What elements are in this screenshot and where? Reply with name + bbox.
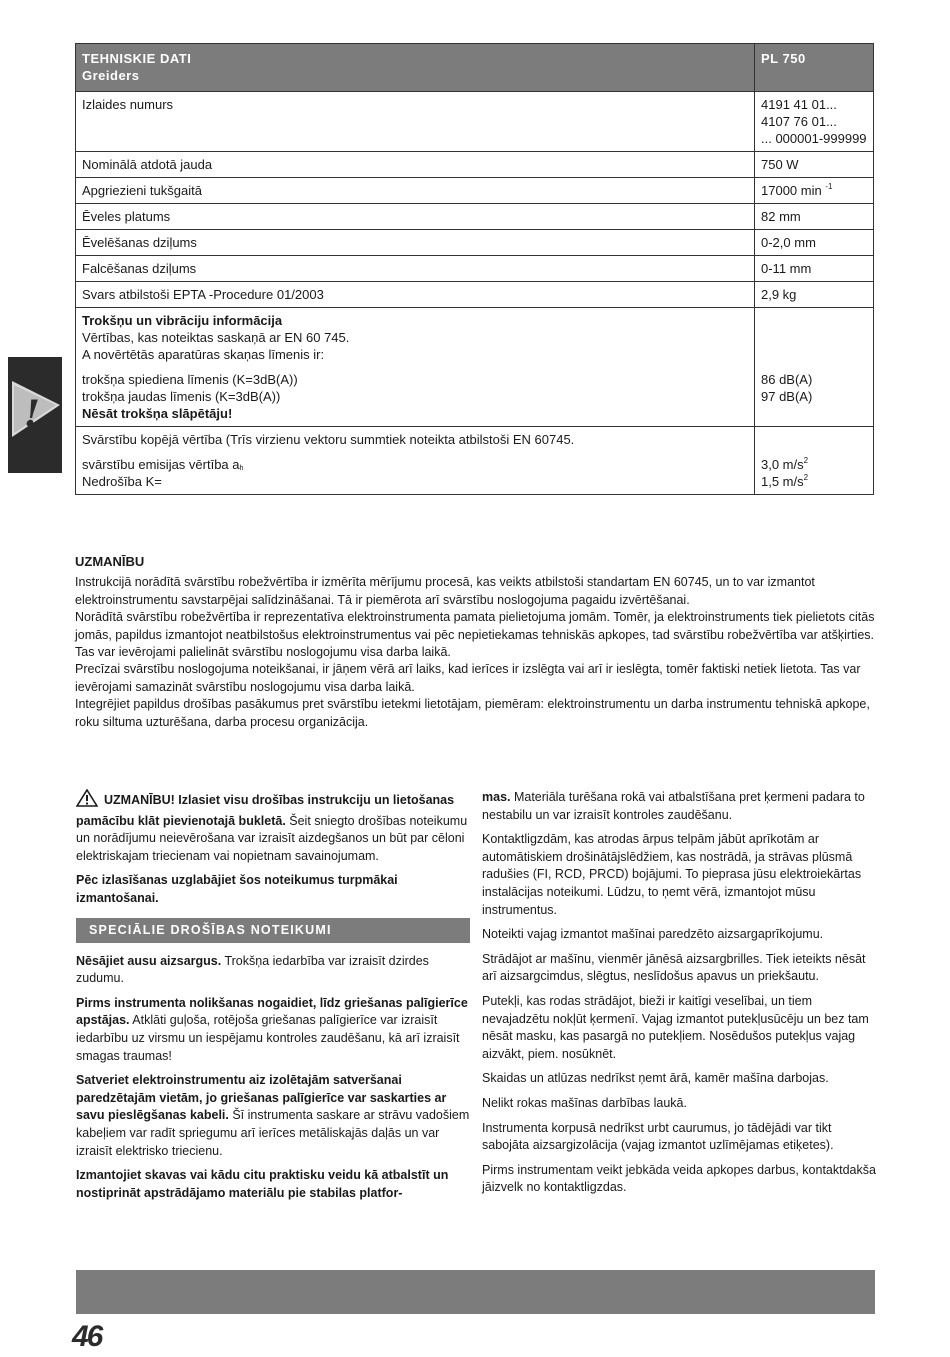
rule-bold: Nēsājiet ausu aizsargus. — [76, 953, 222, 968]
rule-paragraph: Skaidas un atlūzas nedrīkst ņemt ārā, kamēr mašīna darbojas. — [482, 1071, 829, 1086]
warning-triangle-icon — [76, 789, 98, 813]
noise-row — [76, 308, 874, 427]
row-label: Ēveles platums — [76, 204, 755, 230]
rule-bold: Izmantojiet skavas vai kādu citu praktisku veidu kā atbalstīt un nostiprināt apstrādājamo materiālu pie stabilas platfor- — [76, 1168, 449, 1200]
rule-paragraph — [76, 1072, 470, 1160]
uncertainty-value-text: 1,5 m/s — [761, 474, 804, 489]
rule-paragraph: Pirms instrumentam veikt jebkāda veida apkopes darbus, kontaktdakša jāizvelk no kontaktligzdas. — [482, 1162, 876, 1195]
table-row — [76, 282, 874, 308]
noise-values — [755, 308, 874, 427]
row-label: Ēvelēšanas dziļums — [76, 230, 755, 256]
rule-paragraph: Kontaktligzdām, kas atrodas ārpus telpām jābūt aprīkotām ar automātiskiem drošinātājslēdžiem, kas nostrādā, ja strāvas plūsmā radušies (FI, RCD, PRCD) bojājumi. To pieprasa jūsu elektroiekārtas instalācijas noteikumi. Lūdzu, to ņemt vērā, izmantojot mūsu instrumentus. — [482, 832, 862, 917]
vibration-info — [76, 427, 755, 495]
unit-sup: 2 — [803, 473, 809, 482]
emission-sub: h — [239, 465, 244, 472]
keep-note — [76, 872, 470, 907]
caution-title: UZMANĪBU — [75, 554, 145, 569]
table-row — [76, 152, 874, 178]
row-value: 750 W — [755, 152, 874, 178]
keep-bold: Pēc izlasīšanas uzglabājiet šos noteikumus turpmākai izmantošanai. — [76, 873, 398, 905]
speed-value: 17000 min — [761, 183, 822, 198]
unit-sup: 2 — [803, 456, 809, 465]
caution-section — [75, 553, 875, 731]
warning-exclamation-icon — [10, 375, 62, 443]
caution-paragraph: Norādītā svārstību robežvērtība ir reprezentatīva elektroinstrumenta pamata pielietojuma jomām. Tomēr, ja elektroinstruments tiek pielietots citās jomās, papildus izmantojot neatbilstošus elektroinstrumentus vai pēc nepietiekamas tehniskās apkopes, tad svārstību robežvērtība var atšķirties. Tas var ievērojami palielināt svārstību noslogojumu visa darba laikā. — [75, 610, 875, 660]
row-value: 0-11 mm — [755, 256, 874, 282]
intro-text: Šeit sniegto drošības noteikumu un norādījumu neievērošana var izraisīt aizdegšanos un būt par cēloni elektriskajam triecienam vai nopietnam savainojumam. — [76, 813, 468, 863]
row-value: 0-2,0 mm — [755, 230, 874, 256]
row-label: Nominālā atdotā jauda — [76, 152, 755, 178]
warning-side-tab — [8, 357, 62, 473]
svg-text:!: ! — [24, 393, 40, 435]
table-row — [76, 230, 874, 256]
tech-data-table — [75, 43, 874, 495]
row-value — [755, 178, 874, 204]
noise-title: Trokšņu un vibrāciju informācija — [82, 313, 283, 328]
emission-value-text: 3,0 m/s — [761, 457, 804, 472]
rule-paragraph: Putekļi, kas rodas strādājot, bieži ir kaitīgi veselībai, un tiem nevajadzētu nokļūt ķermenī. Vajag izmantot putekļusūcēju un bez tam nēsāt masku, kas pasargā no putekļiem. Nosēdušos putekļus vajag aizvākt, piem. nosūknēt. — [482, 993, 869, 1061]
row-label: Falcēšanas dziļums — [76, 256, 755, 282]
left-column — [76, 789, 470, 1209]
rule-text: Šī instrumenta saskare ar strāvu vadošiem kabeļiem var radīt spriegumu arī ierīces metāliskajās daļās un var izraisīt elektrisko triecienu. — [76, 1108, 470, 1158]
safety-intro — [76, 789, 470, 865]
rule-paragraph: Noteikti vajag izmantot mašīnai paredzēto aizsargaprīkojumu. — [482, 927, 824, 942]
noise-pressure-label: trokšņa spiediena līmenis (K=3dB(A)) — [82, 372, 298, 387]
vibration-line: Svārstību kopējā vērtība (Trīs virzienu vektoru summtiek noteikta atbilstoši EN 60745. — [82, 432, 575, 447]
noise-power-value: 97 dB(A) — [761, 389, 813, 404]
vibration-values — [755, 427, 874, 495]
section-title-bar: SPECIĀLIE DROŠĪBAS NOTEIKUMI — [76, 918, 470, 943]
page-number: 46 — [72, 1320, 102, 1353]
row-label: Svars atbilstoši EPTA -Procedure 01/2003 — [76, 282, 755, 308]
rule-paragraph — [76, 953, 470, 988]
table-row — [76, 256, 874, 282]
rule-text: Atklāti guļoša, rotējoša griešanas palīgierīce var izraisīt iedarbību uz virsmu un iespējamu kontroles zaudēšanu, kā arī izraisīt smagas traumas! — [76, 1013, 460, 1063]
header-title: TEHNISKIE DATI — [82, 51, 192, 66]
rule-paragraph — [76, 995, 470, 1065]
rule-text: Trokšņa iedarbība var izraisīt dzirdes zudumu. — [76, 953, 429, 986]
row-value — [755, 92, 874, 152]
vibration-uncertainty-label: Nedrošība K= — [82, 474, 162, 489]
rule-paragraph — [482, 789, 876, 824]
noise-power-label: trokšņa jaudas līmenis (K=3dB(A)) — [82, 389, 281, 404]
noise-line: A novērtētās aparatūras skaņas līmenis ir: — [82, 347, 325, 362]
noise-line: Vērtības, kas noteiktas saskaņā ar EN 60 745. — [82, 330, 350, 345]
table-header-title — [76, 44, 755, 92]
value-line: 4191 41 01... — [761, 97, 837, 112]
caution-paragraph: Instrukcijā norādītā svārstību robežvērtība ir izmērīta mērījumu procesā, kas veikts atbilstoši standartam EN 60745, un to var izmantot elektroinstrumentu savstarpējai salīdzināšanai. Tā ir piemērota arī svārstību noslogojuma pagaidu izvērtēšanai. — [75, 575, 815, 607]
speed-unit-sup: -1 — [825, 182, 833, 191]
caution-paragraph: Integrējiet papildus drošības pasākumus pret svārstību ietekmi lietotājam, piemēram: elektroinstrumentu un darba instrumentu tehniskā apkope, roku siltuma uzturēšana, darba procesu organizācija. — [75, 697, 870, 729]
rule-bold: Pirms instrumenta nolikšanas nogaidiet, līdz griešanas palīgierīce apstājas. — [76, 995, 468, 1028]
rule-paragraph: Instrumenta korpusā nedrīkst urbt caurumus, jo tādējādi var tikt sabojāta aizsargizolācija (vajag izmantot uzlīmējamas etiķetes). — [482, 1120, 834, 1153]
row-label: Apgriezieni tukšgaitā — [76, 178, 755, 204]
caution-paragraph: Precīzai svārstību noslogojuma noteikšanai, ir jāņem vērā arī laiks, kad ierīces ir izslēgta vai arī ir ieslēgta, tomēr faktiski netiek lietota. Tas var ievērojami samazināt svārstību noslogojumu visa darba laikā. — [75, 662, 861, 694]
header-model: PL 750 — [755, 44, 874, 92]
footer-bar — [76, 1270, 875, 1314]
rule-paragraph — [76, 1167, 470, 1202]
vibration-uncertainty-value — [761, 473, 867, 490]
rule-paragraph: Strādājot ar mašīnu, vienmēr jānēsā aizsargbrilles. Tiek ieteikts nēsāt arī aizsargcimdus, slēgtus, neslīdošus apavus un priekšautu. — [482, 951, 866, 984]
rule-bold: mas. — [482, 790, 511, 804]
noise-warning: Nēsāt trokšņa slāpētāju! — [82, 406, 233, 421]
noise-info — [76, 308, 755, 427]
noise-pressure-value: 86 dB(A) — [761, 372, 813, 387]
row-value: 2,9 kg — [755, 282, 874, 308]
header-subtitle: Greiders — [82, 68, 140, 83]
row-value: 82 mm — [755, 204, 874, 230]
emission-label-text: svārstību emisijas vērtība a — [82, 457, 240, 472]
vibration-row — [76, 427, 874, 495]
right-column — [482, 789, 876, 1204]
row-label: Izlaides numurs — [76, 92, 755, 152]
rule-paragraph: Nelikt rokas mašīnas darbības laukā. — [482, 1095, 687, 1110]
vibration-emission-value — [761, 456, 867, 473]
value-line: 4107 76 01... — [761, 114, 837, 129]
intro-bold: UZMANĪBU! Izlasiet visu drošības instrukciju un lietošanas pamācību klāt pievienotajā bukletā. — [76, 793, 455, 828]
rule-text: Materiāla turēšana rokā vai atbalstīšana pret ķermeni padara to nestabilu un var izraisīt kontroles zaudēšanu. — [482, 790, 865, 822]
table-row — [76, 178, 874, 204]
rule-bold: Satveriet elektroinstrumentu aiz izolētajām satveršanai paredzētajām vietām, jo griešanas palīgierīce var saskarties ar savu pieslēgšanas kabeli. — [76, 1073, 447, 1123]
value-line: ... 000001-999999 — [761, 131, 867, 146]
vibration-emission-label — [82, 456, 748, 473]
table-row — [76, 204, 874, 230]
table-row — [76, 92, 874, 152]
table-header-row — [76, 44, 874, 92]
